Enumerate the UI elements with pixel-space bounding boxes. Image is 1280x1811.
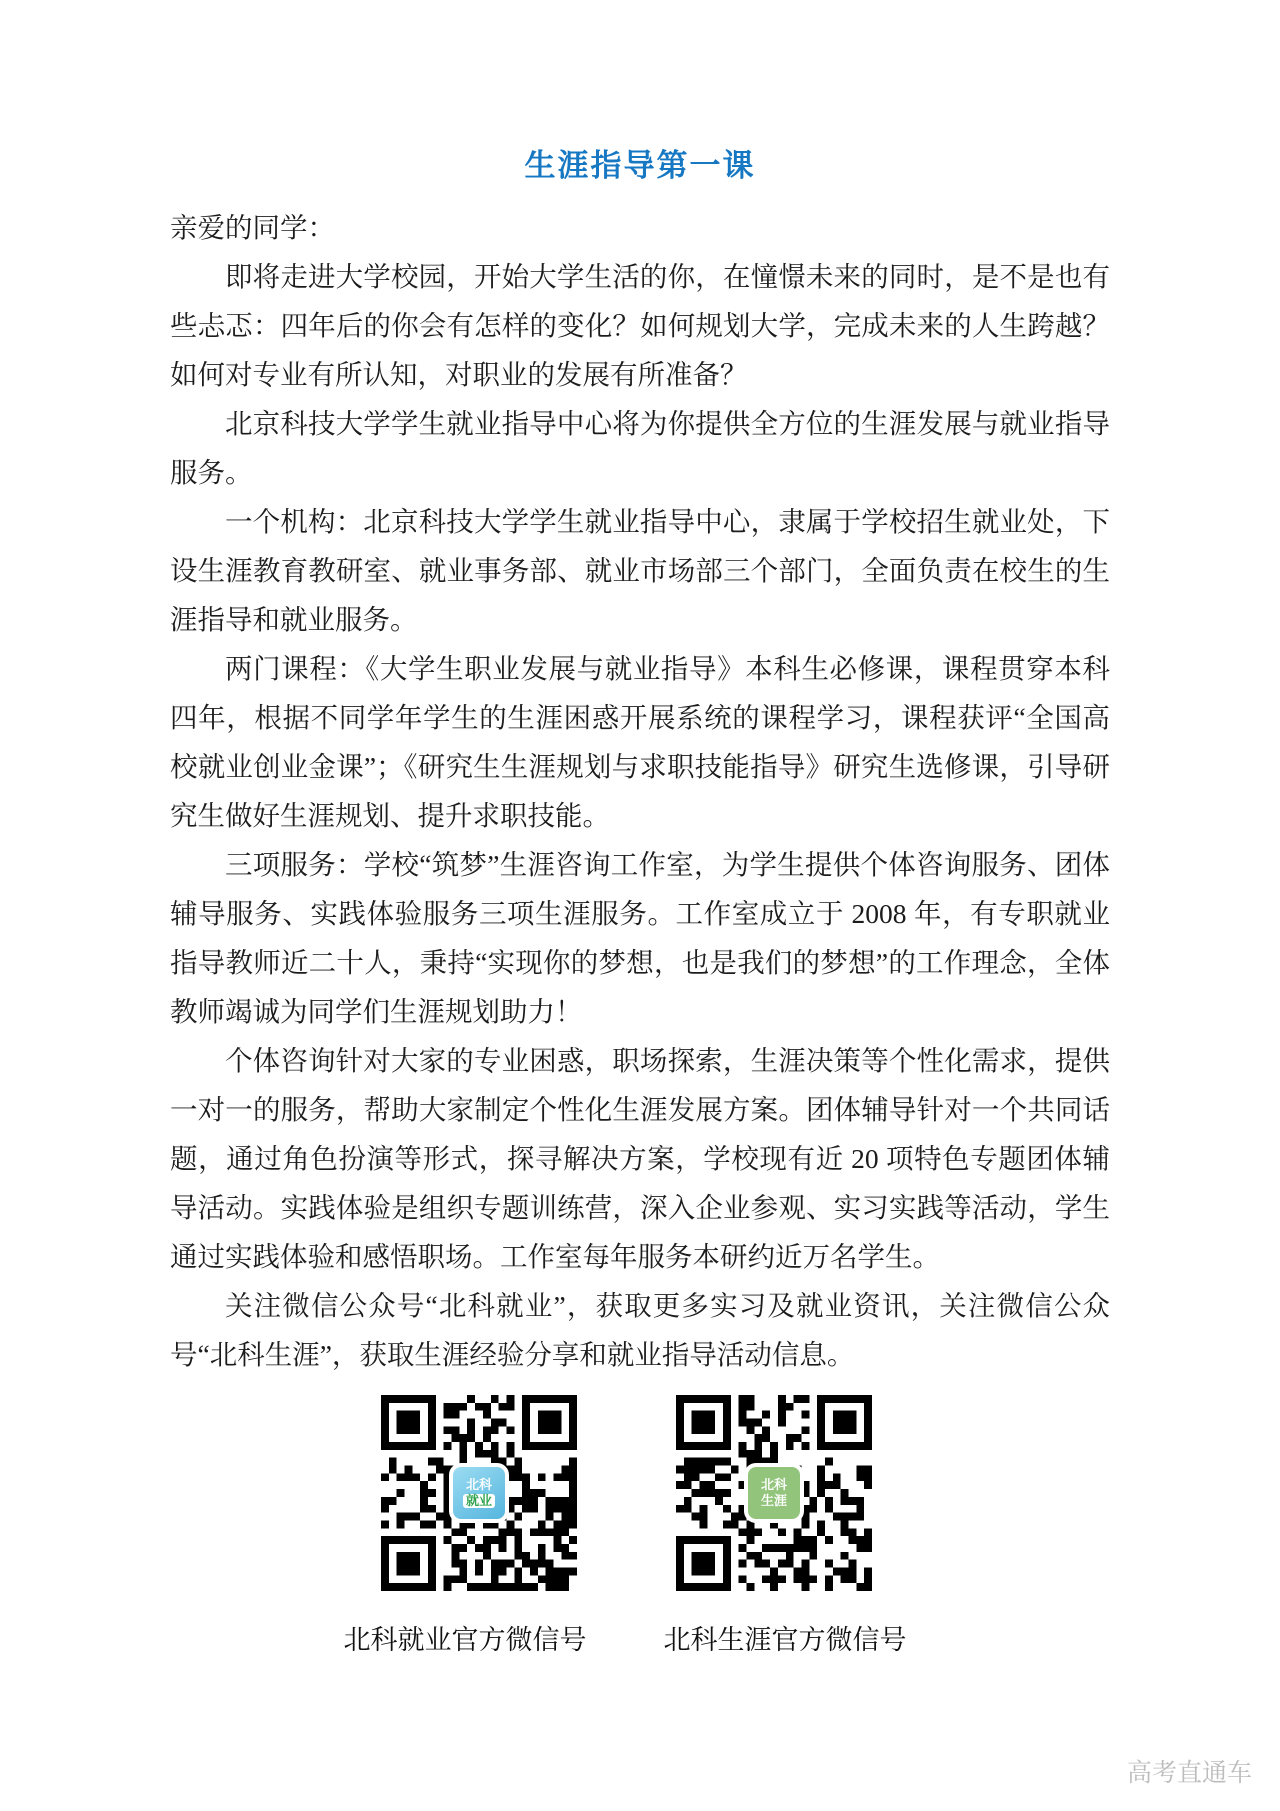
paragraph-two-courses: 两门课程：《大学生职业发展与就业指导》本科生必修课，课程贯穿本科四年，根据不同学年学生的生涯困惑开展系统的课程学习，课程获评“全国高校就业创业金课”；《研究生生涯规划与求职技能指导》研究生选修课，引导研究生做好生涯规划、提升求职技能。 — [170, 653, 1110, 831]
wechat-qr-jobs — [381, 1395, 577, 1591]
paragraph-intro: 即将走进大学校园，开始大学生活的你，在憧憬未来的同时，是不是也有些忐忑：四年后的你会有怎样的变化？如何规划大学，完成未来的人生跨越？如何对专业有所认知，对职业的发展有所准备？ — [170, 261, 1110, 390]
document-body — [170, 203, 1110, 1379]
qr-logo-career — [744, 1463, 804, 1523]
qr-logo-career-line1: 北科 — [760, 1476, 787, 1492]
qr-logo-career-line2: 生涯 — [760, 1493, 787, 1508]
paragraph-one-organization: 一个机构：北京科技大学学生就业指导中心，隶属于学校招生就业处，下设生涯教育教研室、就业事务部、就业市场部三个部门，全面负责在校生的生涯指导和就业服务。 — [170, 506, 1110, 635]
paragraph-center-intro: 北京科技大学学生就业指导中心将为你提供全方位的生涯发展与就业指导服务。 — [170, 408, 1110, 488]
qr-logo-jobs-line2: 就业 — [463, 1494, 495, 1508]
qr-caption-jobs: 北科就业官方微信号 — [343, 1625, 587, 1655]
qr-logo-jobs-line1: 北科 — [465, 1476, 492, 1492]
qr-caption-career: 北科生涯官方微信号 — [663, 1625, 907, 1655]
page-title: 生涯指导第一课 — [524, 148, 756, 183]
watermark-gaokao-zhitongche: 高考直通车 — [1126, 1759, 1252, 1787]
paragraph-salutation: 亲爱的同学： — [170, 212, 335, 243]
paragraph-wechat-follow: 关注微信公众号“北科就业”，获取更多实习及就业资讯，关注微信公众号“北科生涯”，获取生涯经验分享和就业指导活动信息。 — [170, 1290, 1110, 1370]
wechat-qr-career — [676, 1395, 872, 1591]
paragraph-service-details: 个体咨询针对大家的专业困惑，职场探索，生涯决策等个性化需求，提供一对一的服务，帮助大家制定个性化生涯发展方案。团体辅导针对一个共同话题，通过角色扮演等形式，探寻解决方案，学校现有近 20 项特色专题团体辅导活动。实践体验是组织专题训练营，深入企业参观、实习实践等活动，学生通过实践体验和感悟职场。工作室每年服务本研约近万名学生。 — [170, 1045, 1110, 1272]
paragraph-three-services: 三项服务：学校“筑梦”生涯咨询工作室，为学生提供个体咨询服务、团体辅导服务、实践体验服务三项生涯服务。工作室成立于 2008 年，有专职就业指导教师近二十人，秉持“实现你的梦想，也是我们的梦想”的工作理念，全体教师竭诚为同学们生涯规划助力！ — [170, 849, 1110, 1027]
qr-logo-jobs — [449, 1463, 509, 1523]
